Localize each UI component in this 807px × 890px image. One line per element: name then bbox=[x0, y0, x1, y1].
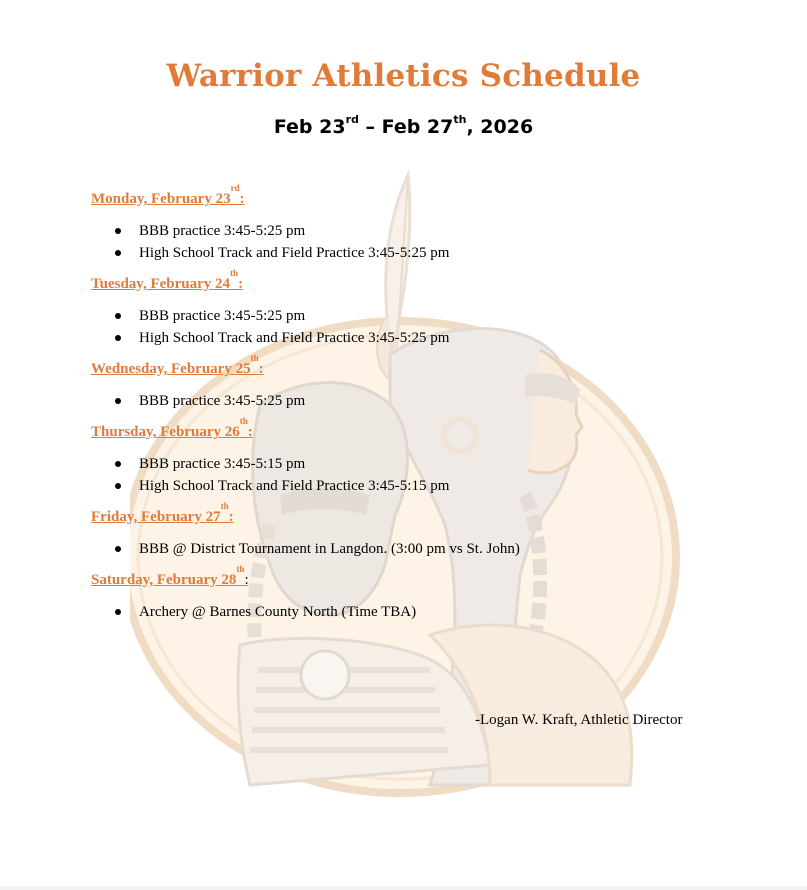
day-heading-saturday bbox=[91, 564, 731, 591]
day-suffix: th bbox=[250, 353, 259, 363]
list-item bbox=[91, 305, 731, 327]
event-list-thursday bbox=[91, 453, 731, 497]
bullet-icon bbox=[115, 483, 121, 489]
page-subtitle bbox=[0, 113, 807, 138]
day-heading-friday bbox=[91, 501, 731, 528]
list-item bbox=[91, 453, 731, 475]
subtitle-year: , 2026 bbox=[466, 116, 534, 138]
list-item bbox=[91, 538, 731, 560]
event-list-wednesday bbox=[91, 390, 731, 412]
subtitle-end-suffix: th bbox=[453, 113, 467, 126]
day-colon: : bbox=[258, 361, 264, 377]
bullet-icon bbox=[115, 398, 121, 404]
bullet-icon bbox=[115, 313, 121, 319]
event-text: BBB practice 3:45-5:25 pm bbox=[139, 223, 306, 239]
event-list-saturday bbox=[91, 601, 731, 623]
bullet-icon bbox=[115, 461, 121, 467]
list-item bbox=[91, 601, 731, 623]
day-colon: : bbox=[228, 509, 234, 525]
day-heading-wednesday bbox=[91, 353, 731, 380]
bullet-icon bbox=[115, 250, 121, 256]
bullet-icon bbox=[115, 228, 121, 234]
list-item bbox=[91, 475, 731, 497]
day-suffix: rd bbox=[230, 183, 240, 193]
bullet-icon bbox=[115, 335, 121, 341]
day-colon: : bbox=[244, 572, 249, 588]
day-heading-monday bbox=[91, 183, 731, 210]
event-text: BBB @ District Tournament in Langdon. (3:00 pm vs St. John) bbox=[139, 541, 520, 557]
day-colon: : bbox=[238, 276, 244, 292]
day-suffix: th bbox=[220, 501, 229, 511]
day-colon: : bbox=[239, 191, 245, 207]
event-list-tuesday bbox=[91, 305, 731, 349]
day-heading-tuesday bbox=[91, 268, 731, 295]
subtitle-start-suffix: rd bbox=[345, 113, 359, 126]
page-bottom-edge bbox=[0, 886, 807, 890]
event-text: Archery @ Barnes County North (Time TBA) bbox=[139, 604, 417, 620]
event-text: High School Track and Field Practice 3:45-5:25 pm bbox=[139, 330, 450, 346]
schedule bbox=[91, 183, 731, 623]
event-text: BBB practice 3:45-5:15 pm bbox=[139, 456, 306, 472]
event-list-friday bbox=[91, 538, 731, 560]
day-label: Saturday, February 28 bbox=[91, 572, 237, 588]
event-text: High School Track and Field Practice 3:45-5:15 pm bbox=[139, 478, 450, 494]
page-title: Warrior Athletics Schedule bbox=[166, 58, 641, 94]
day-suffix: th bbox=[239, 416, 248, 426]
event-list-monday bbox=[91, 220, 731, 264]
list-item bbox=[91, 242, 731, 264]
event-text: BBB practice 3:45-5:25 pm bbox=[139, 393, 306, 409]
subtitle-start-date: Feb 23 bbox=[273, 116, 346, 138]
day-label: Tuesday, February 24 bbox=[91, 276, 231, 292]
day-colon: : bbox=[247, 424, 253, 440]
signature: -Logan W. Kraft, Athletic Director bbox=[475, 712, 683, 728]
list-item bbox=[91, 327, 731, 349]
event-text: High School Track and Field Practice 3:45-5:25 pm bbox=[139, 245, 450, 261]
day-label: Monday, February 23 bbox=[91, 191, 231, 207]
day-suffix: th bbox=[230, 268, 239, 278]
day-suffix: th bbox=[236, 564, 245, 574]
bullet-icon bbox=[115, 609, 121, 615]
day-heading-thursday bbox=[91, 416, 731, 443]
event-text: BBB practice 3:45-5:25 pm bbox=[139, 308, 306, 324]
bullet-icon bbox=[115, 546, 121, 552]
subtitle-end-date: – Feb 27 bbox=[358, 116, 454, 138]
list-item bbox=[91, 390, 731, 412]
list-item bbox=[91, 220, 731, 242]
day-label: Wednesday, February 25 bbox=[91, 361, 251, 377]
day-label: Friday, February 27 bbox=[91, 509, 221, 525]
day-label: Thursday, February 26 bbox=[91, 424, 240, 440]
